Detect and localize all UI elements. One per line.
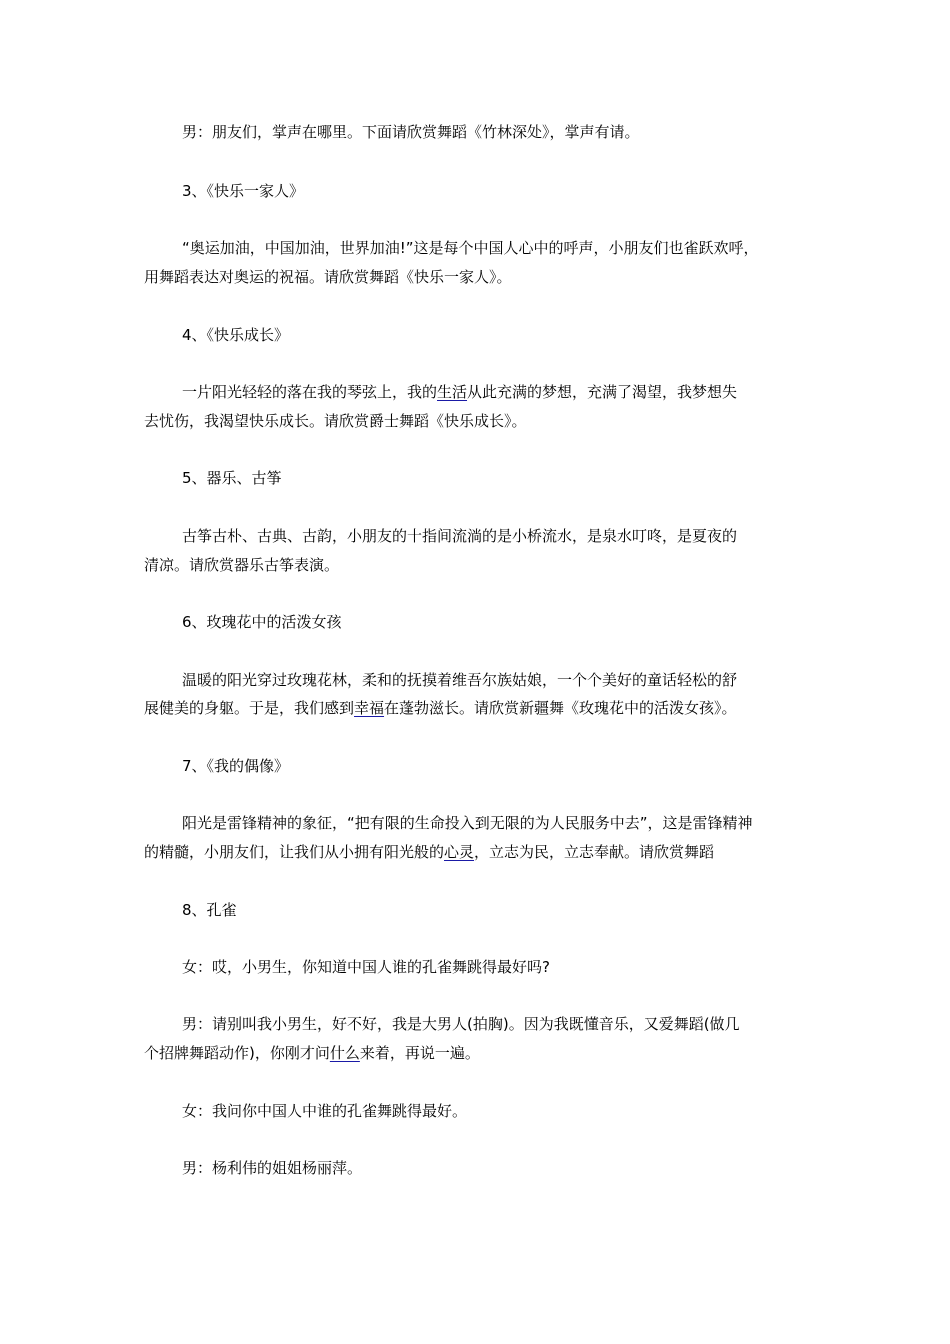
link-what[interactable]: 什么 [329,1044,360,1062]
heading-item-8: 8、孔雀 [182,901,237,919]
dialogue-female-2: 女：我问你中国人中谁的孔雀舞跳得最好。 [182,1102,468,1120]
text-segment: 展健美的身躯。于是，我们感到 [144,699,355,717]
paragraph-idol-line2 [144,842,714,862]
paragraph-idol-line1: 阳光是雷锋精神的象征，“把有限的生命投入到无限的为人民服务中去”，这是雷锋精神 [182,814,753,832]
heading-item-3: 3、《快乐一家人》 [182,182,305,200]
paragraph-guzheng-line1: 古筝古朴、古典、古韵，小朋友的十指间流淌的是小桥流水，是泉水叮咚，是夏夜的 [182,527,738,545]
paragraph-growth-line2: 去忧伤，我渴望快乐成长。请欣赏爵士舞蹈《快乐成长》。 [144,412,527,430]
text-segment: 的精髓，小朋友们，让我们从小拥有阳光般的 [144,843,445,861]
paragraph-rose-line2 [144,698,737,718]
heading-item-5: 5、器乐、古筝 [182,469,282,487]
text-segment: 个招牌舞蹈动作)，你刚才问 [144,1044,330,1062]
dialogue-male-2: 男：杨利伟的姐姐杨丽萍。 [182,1159,363,1177]
heading-item-7: 7、《我的偶像》 [182,757,290,775]
link-soul[interactable]: 心灵 [444,843,475,861]
paragraph-olympics-line2: 用舞蹈表达对奥运的祝福。请欣赏舞蹈《快乐一家人》。 [144,268,512,286]
heading-item-6: 6、玫瑰花中的活泼女孩 [182,613,342,631]
dialogue-male-1-line2 [144,1043,480,1063]
link-life[interactable]: 生活 [437,383,468,401]
text-segment: 在蓬勃滋长。请欣赏新疆舞《玫瑰花中的活泼女孩》。 [384,699,737,717]
paragraph-male-applause: 男：朋友们，掌声在哪里。下面请欣赏舞蹈《竹林深处》，掌声有请。 [182,123,640,141]
text-segment: 一片阳光轻轻的落在我的琴弦上，我的 [182,383,438,401]
paragraph-olympics-line1: “奥运加油，中国加油，世界加油!”这是每个中国人心中的呼声，小朋友们也雀跃欢呼， [182,239,759,257]
dialogue-female-1: 女：哎，小男生，你知道中国人谁的孔雀舞跳得最好吗? [182,958,550,976]
link-happiness[interactable]: 幸福 [354,699,385,717]
dialogue-male-1-line1: 男：请别叫我小男生，好不好，我是大男人(拍胸)。因为我既懂音乐，又爱舞蹈(做几 [182,1015,740,1033]
text-segment: 来着，再说一遍。 [359,1044,480,1062]
heading-item-4: 4、《快乐成长》 [182,326,290,344]
paragraph-rose-line1: 温暖的阳光穿过玫瑰花林，柔和的抚摸着维吾尔族姑娘，一个个美好的童话轻松的舒 [182,671,738,689]
paragraph-growth-line1 [182,382,737,402]
paragraph-guzheng-line2: 清凉。请欣赏器乐古筝表演。 [144,556,340,574]
text-segment: 从此充满的梦想，充满了渴望，我梦想失 [467,383,738,401]
text-segment: ，立志为民，立志奉献。请欣赏舞蹈 [474,843,715,861]
